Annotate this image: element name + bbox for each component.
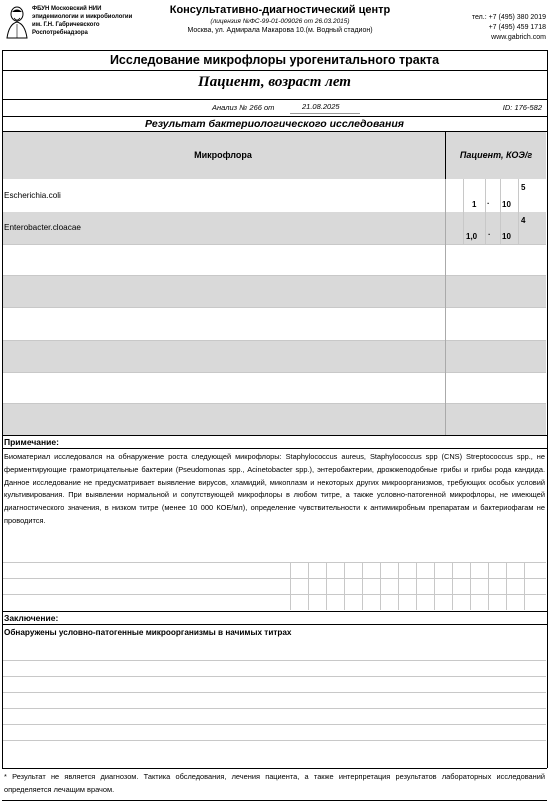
study-title: Исследование микрофлоры урогенитального тракта [109,53,440,67]
grid-line [362,562,363,610]
divider [2,768,547,769]
divider [2,624,547,625]
titer-mantissa: 1,0 [466,232,478,241]
microorganism-name: Escherichia.coli [4,191,61,200]
result-title: Результат бактериологического исследования [145,118,404,130]
row-bg [3,340,546,372]
date-underline [290,113,360,114]
analysis-date: 21.08.2025 [302,102,340,111]
grid-line [3,740,546,741]
titer-mantissa: 1 [472,200,477,209]
org-line-2: эпидемиологии и микробиологии [32,14,133,20]
license-text: (лицензия №ФС-99-01-009026 от 26.03.2015) [210,18,350,25]
grid-line [500,179,501,244]
grid-line [463,179,464,244]
id-label: ID: 176-582 [502,103,542,112]
grid-line [452,562,453,610]
note-label: Примечание: [4,437,59,447]
grid-line [488,562,489,610]
row-bg [3,212,546,244]
grid-line [3,275,546,276]
grid-line [3,578,546,579]
microorganism-name: Enterobacter.cloacae [4,223,81,232]
grid-line [416,562,417,610]
grid-line [524,562,525,610]
grid-line [3,692,546,693]
titer-multiply: · [488,230,491,239]
org-line-1: ФБУН Московский НИИ [32,6,102,12]
grid-line [3,403,546,404]
grid-line [3,372,546,373]
grid-line [326,562,327,610]
row-bg [3,403,546,435]
grid-line [445,179,446,435]
website-link[interactable]: www.gabrich.com [491,34,546,41]
grid-line [308,562,309,610]
conclusion-label: Заключение: [4,613,59,623]
frame-top [2,50,547,51]
col-patient-header: Пациент, КОЭ/г [459,150,533,160]
frame-bottom [2,800,547,801]
grid-line [398,562,399,610]
organization-block [32,5,152,37]
org-line-3: им. Г.Н. Габричевского [32,22,100,28]
divider [2,99,547,100]
phone-2: +7 (495) 459 1718 [488,24,546,31]
contacts-block [472,13,546,43]
divider [2,116,547,117]
center-title: Консультативно-диагностический центр [169,4,391,16]
titer-exponent: 4 [521,216,526,225]
col-microflora-header: Микрофлора [194,150,252,160]
titer-base: 10 [502,232,511,241]
grid-line [3,307,546,308]
divider [2,70,547,71]
grid-line [344,562,345,610]
conclusion-text: Обнаружены условно-патогенные микроорганизмы в начимых титрах [4,628,292,637]
analysis-label: Анализ № 266 от [212,103,275,112]
institute-logo-icon [4,4,30,40]
org-line-4: Роспотребнадзора [32,30,88,36]
titer-base: 10 [502,200,511,209]
grid-line [290,562,291,610]
note-text: Биоматериал исследовался на обнаружение роста следующей микрофлоры: Staphylococcus aureus, Staphylococcus spp (CNS) Streptococcus spp., не ферментирующие грамотрицательные бактерии (Pseudomonas spp., Acinetobacter spp.), энтеробактерии, дрожжеподобные грибы и грибы рода кандида. Данное исследование не предусматривает выявление вирусов, хламидий, микоплазм и некоторых других микроорганизмов, требующих особых условий культивирования. При выявлении нормальной и сопутствующей микрофлоры в любом титре, а также условно-патогенной микрофлоры, не имеющей диагностического значения, в низком титре (менее 10 000 КОЕ/мл), определение чувствительности к антимикробным препаратам и бактериофагам не проводится. [4,452,545,525]
phone-1: тел.: +7 (495) 380 2019 [471,14,546,21]
row-bg [3,275,546,307]
grid-line [3,676,546,677]
grid-line [3,562,546,563]
divider [2,448,547,449]
grid-line [380,562,381,610]
patient-line: Пациент, возраст лет [198,74,351,90]
grid-line [3,594,546,595]
grid-line [3,340,546,341]
grid-line [470,562,471,610]
grid-line [485,179,486,244]
divider [2,611,547,612]
grid-line [3,244,546,245]
footer-disclaimer: * Результат не является диагнозом. Тактика обследования, лечения пациента, а также интерпретация результатов лабораторных исследований определяется лечащим врачом. [4,772,545,794]
divider [2,435,547,436]
header-col-divider [445,132,446,179]
titer-exponent: 5 [521,183,526,192]
titer-multiply: · [487,199,490,208]
grid-line [434,562,435,610]
grid-line [3,708,546,709]
grid-line [3,724,546,725]
address-text: Москва, ул. Адмирала Макарова 10.(м. Водный стадион) [187,27,373,34]
grid-line [506,562,507,610]
grid-line [518,179,519,244]
grid-line [3,660,546,661]
center-block [150,4,410,34]
frame-right [547,50,548,768]
